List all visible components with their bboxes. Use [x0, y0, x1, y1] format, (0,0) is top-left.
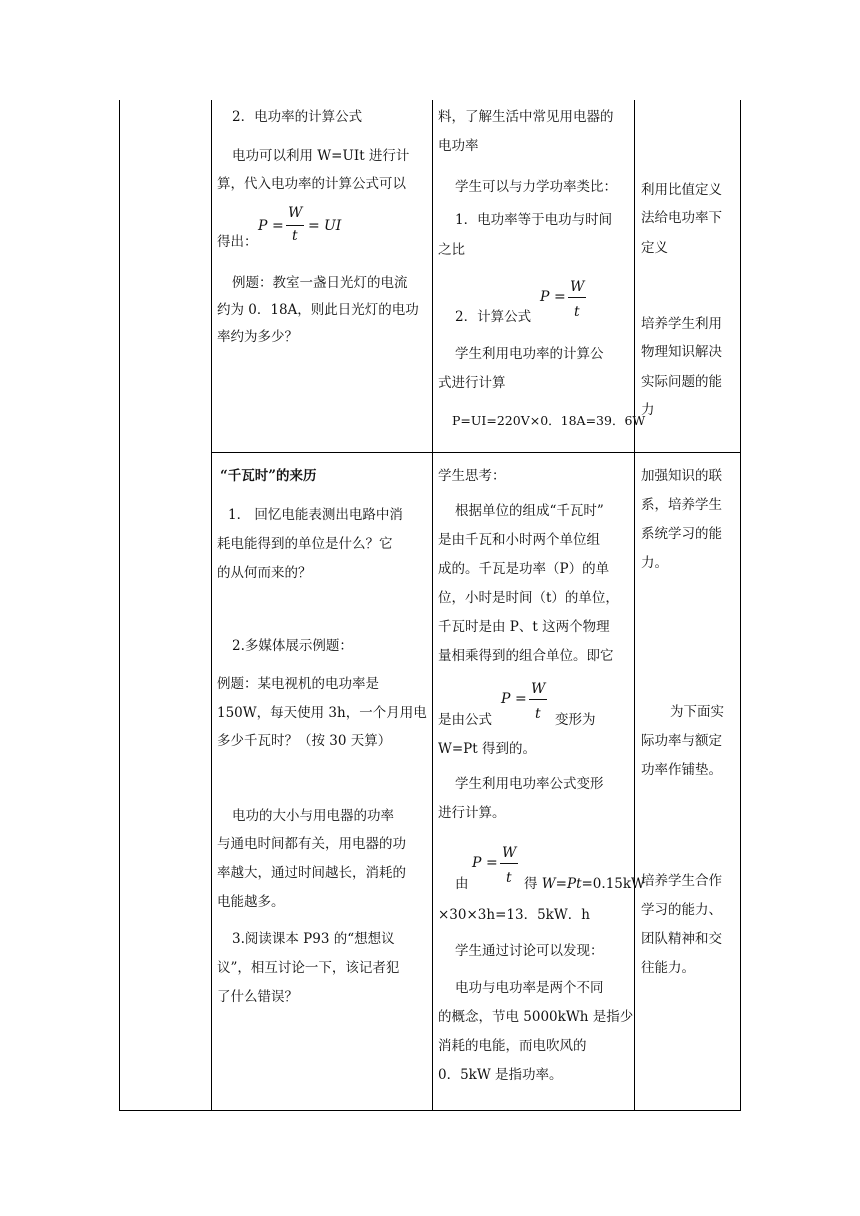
row2-col2-line: 1． 回忆电能表测出电路中消: [228, 507, 403, 523]
formula-eq: =: [486, 855, 498, 871]
formula-eq: =: [554, 289, 566, 305]
row1-col4-line: 力: [641, 402, 655, 418]
row1-col2-heading: 2．电功率的计算公式: [232, 109, 363, 125]
row2-col3-line: 量相乘得到的组合单位。即它: [438, 648, 614, 664]
row2-col2-line: 电功的大小与用电器的功率: [232, 808, 394, 824]
row2-col2-line: 3.阅读课本 P93 的“想想议: [232, 931, 395, 947]
row2-col3-line: W=Pt 得到的。: [438, 741, 536, 757]
row1-col2-line: 电功可以利用 W=UIt 进行计: [232, 148, 410, 164]
formula-eq: =: [515, 691, 527, 707]
row2-col2-line: 电能越多。: [217, 894, 285, 910]
row2-col4-line: 学习的能力、: [641, 902, 722, 918]
row2-col3-line: 电功与电功率是两个不同: [455, 980, 604, 996]
row2-col2-example: 例题：某电视机的电功率是: [217, 676, 379, 692]
row1-col2-line: 得出：: [217, 234, 258, 250]
row2-col3-line: 学生利用电功率公式变形: [455, 776, 604, 792]
row2-col2-line: 150W，每天使用 3h，一个月用电: [217, 705, 427, 721]
formula-power-ui: [258, 206, 354, 246]
table-bottom-border: [119, 1110, 741, 1111]
calc-prefix: 得: [524, 876, 542, 892]
row1-col4-line: 实际问题的能: [641, 374, 722, 390]
row2-col3-line: 由: [455, 876, 469, 892]
row2-col2-line: 了什么错误？: [217, 989, 298, 1005]
row1-col3-line: 2．计算公式: [455, 309, 532, 325]
formula-den: t: [506, 870, 512, 886]
row2-col3-line: ×30×3h=13．5kW．h: [438, 907, 590, 923]
table-col-divider-3: [634, 100, 635, 1111]
row2-col4-line: 力。: [641, 555, 668, 571]
row2-col3-line: 0．5kW 是指功率。: [438, 1067, 563, 1083]
row1-col4-line: 培养学生利用: [641, 316, 722, 332]
row1-col3-line: 1．电功率等于电功与时间: [455, 212, 613, 228]
formula-power: [501, 682, 553, 726]
formula-power: [540, 280, 592, 324]
formula-den: t: [535, 706, 541, 722]
formula-num: W: [288, 205, 303, 221]
row2-col2-line: 耗电能得到的单位是什么？它: [217, 536, 393, 552]
row2-col2-line: 2.多媒体展示例题：: [232, 638, 353, 654]
row2-col4-line: 系，培养学生: [641, 497, 722, 513]
row2-col4-line: 加强知识的联: [641, 468, 722, 484]
row2-col2-line: 多少千瓦时？（按 30 天算）: [217, 733, 392, 749]
formula-lhs: P: [258, 218, 268, 234]
row2-col3-line: 消耗的电能，而电吹风的: [438, 1038, 587, 1054]
row2-col3-line: 进行计算。: [438, 805, 506, 821]
row1-col3-line: 电功率: [438, 138, 479, 154]
row1-col4-line: 物理知识解决: [641, 344, 722, 360]
calc-value: =0.15kW: [581, 876, 645, 892]
row2-col3-line: 位，小时是时间（t）的单位，: [438, 590, 619, 606]
row1-col3-line: 式进行计算: [438, 375, 506, 391]
section-title: “千瓦时”的来历: [220, 468, 317, 484]
formula-eq: =: [308, 218, 320, 234]
calc-formula: W=Pt: [541, 876, 582, 892]
row2-col4-line: 团队精神和交: [641, 931, 722, 947]
row1-col4-line: 法给电功率下: [641, 210, 722, 226]
row2-col4-line: 往能力。: [641, 960, 695, 976]
row2-col3-line: 学生通过讨论可以发现：: [455, 943, 604, 959]
row2-col4-line: 功率作铺垫。: [641, 762, 722, 778]
row1-col2-line: 算，代入电功率的计算公式可以: [217, 176, 406, 192]
row1-col3-line: 料，了解生活中常见用电器的: [438, 109, 614, 125]
formula-rhs: UI: [324, 218, 342, 234]
row1-col3-line: 之比: [438, 242, 465, 258]
row2-col3-line: 根据单位的组成“千瓦时”: [455, 503, 604, 519]
row2-col2-line: 与通电时间都有关，用电器的功: [217, 836, 406, 852]
table-right-border: [740, 100, 741, 1111]
row2-col2-line: 议”，相互讨论一下，该记者犯: [217, 960, 400, 976]
formula-lhs: P: [540, 289, 550, 305]
row2-col4-line: 为下面实: [670, 704, 724, 720]
formula-num: W: [502, 845, 517, 861]
formula-power: [472, 846, 524, 890]
row2-col3-line: 学生思考：: [438, 468, 506, 484]
table-row-divider: [211, 452, 741, 453]
formula-num: W: [570, 279, 585, 295]
table-left-border: [119, 100, 120, 1111]
row1-col2-example: 例题：教室一盏日光灯的电流: [232, 275, 408, 291]
row1-col4-line: 利用比值定义: [641, 182, 722, 198]
formula-lhs: P: [472, 855, 482, 871]
row2-col4-line: 系统学习的能: [641, 526, 722, 542]
formula-num: W: [531, 681, 546, 697]
row1-col4-line: 定义: [641, 240, 668, 256]
row2-col2-line: 的从何而来的？: [217, 565, 312, 581]
row1-col2-line: 约为 0．18A，则此日光灯的电功: [217, 302, 419, 318]
row1-col3-calculation: P=UI=220V×0．18A=39．6W: [452, 413, 646, 428]
row2-col3-line: 变形为: [555, 712, 596, 728]
row2-col3-line: 千瓦时是由 P、t 这两个物理: [438, 619, 610, 635]
formula-lhs: P: [501, 691, 511, 707]
formula-den: t: [574, 304, 580, 320]
row1-col2-line: 率约为多少？: [217, 329, 298, 345]
row2-col3-line: 成的。千瓦是功率（P）的单: [438, 561, 610, 577]
row2-col3-line: [524, 878, 645, 892]
table-col-divider-2: [432, 100, 433, 1111]
row2-col4-line: 培养学生合作: [641, 873, 722, 889]
row1-col3-line: 学生可以与力学功率类比：: [455, 179, 617, 195]
row2-col3-line: 是由公式: [438, 712, 492, 728]
row2-col3-line: 的概念，节电 5000kWh 是指少: [438, 1009, 634, 1025]
formula-den: t: [292, 228, 298, 244]
formula-eq: =: [272, 218, 284, 234]
row2-col3-line: 是由千瓦和小时两个单位组: [438, 532, 600, 548]
row2-col4-line: 际功率与额定: [641, 733, 722, 749]
row2-col2-line: 率越大，通过时间越长，消耗的: [217, 865, 406, 881]
row1-col3-line: 学生利用电功率的计算公: [455, 346, 604, 362]
table-col-divider-1: [211, 100, 212, 1111]
